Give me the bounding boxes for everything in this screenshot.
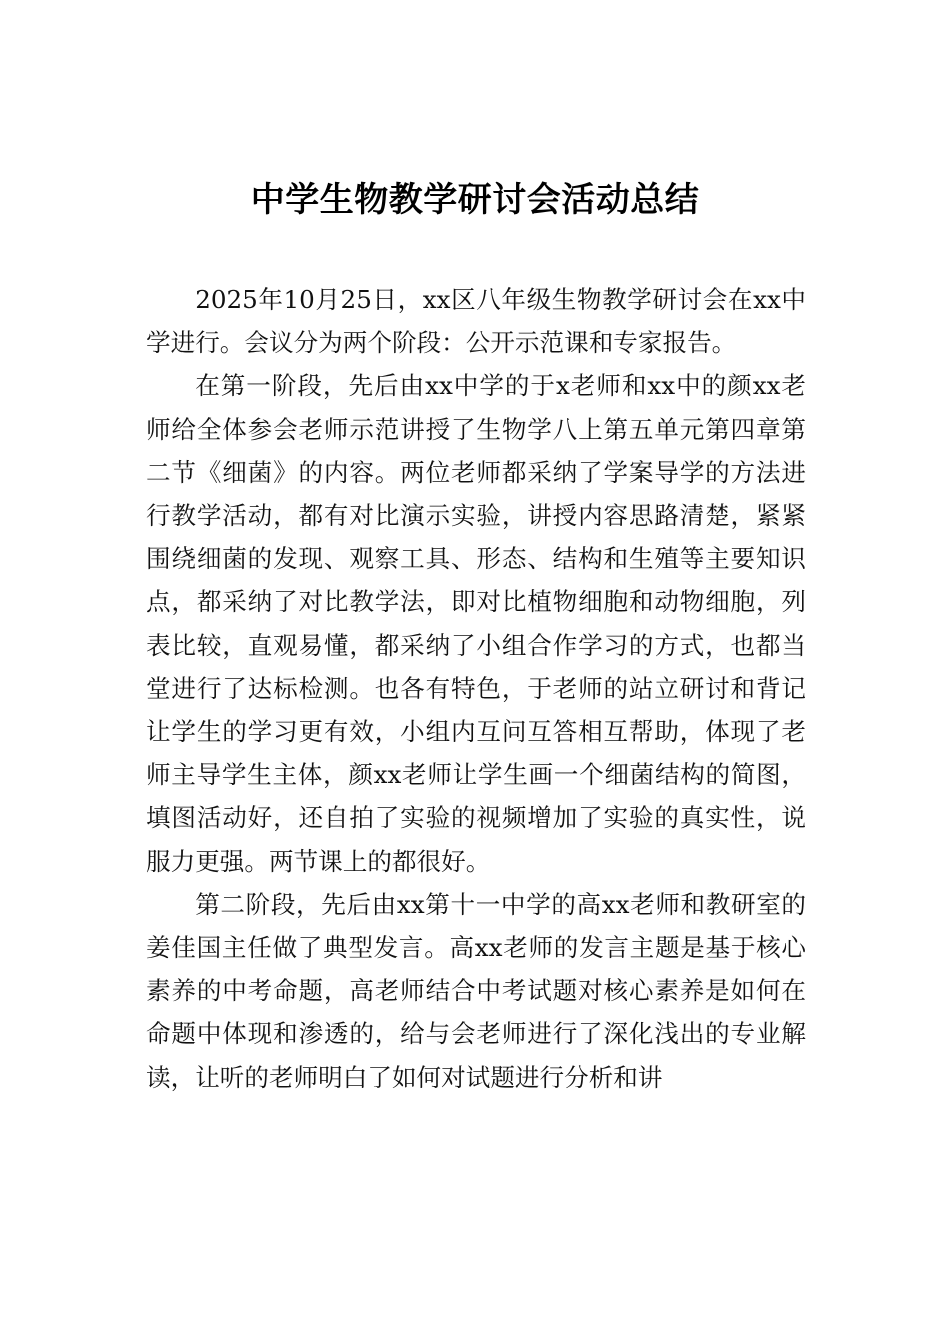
paragraph-3: 第二阶段，先后由xx第十一中学的高xx老师和教研室的姜佳国主任做了典型发言。高xx老师的发言主题是基于核心素养的中考命题，高老师结合中考试题对核心素养是如何在命题中体现和渗透的，给与会老师进行了深化浅出的专业解读，让听的老师明白了如何对试题进行分析和讲 (146, 889, 806, 1092)
paragraph-1: 2025年10月25日，xx区八年级生物教学研讨会在xx中学进行。会议分为两个阶段：公开示范课和专家报告。 (146, 285, 806, 358)
paragraph-2: 在第一阶段，先后由xx中学的于x老师和xx中的颜xx老师给全体参会老师示范讲授了生物学八上第五单元第四章第二节《细菌》的内容。两位老师都采纳了学案导学的方法进行教学活动，都有对比演示实验，讲授内容思路清楚，紧紧围绕细菌的发现、观察工具、形态、结构和生殖等主要知识点，都采纳了对比教学法，即对比植物细胞和动物细胞，列表比较，直观易懂，都采纳了小组合作学习的方式，也都当堂进行了达标检测。也各有特色，于老师的站立研讨和背记让学生的学习更有效，小组内互问互答相互帮助，体现了老师主导学生主体，颜xx老师让学生画一个细菌结构的简图，填图活动好，还自拍了实验的视频增加了实验的真实性，说服力更强。两节课上的都很好。 (146, 371, 806, 876)
document-title: 中学生物教学研讨会活动总结 (250, 180, 700, 220)
document-body (146, 278, 806, 1099)
